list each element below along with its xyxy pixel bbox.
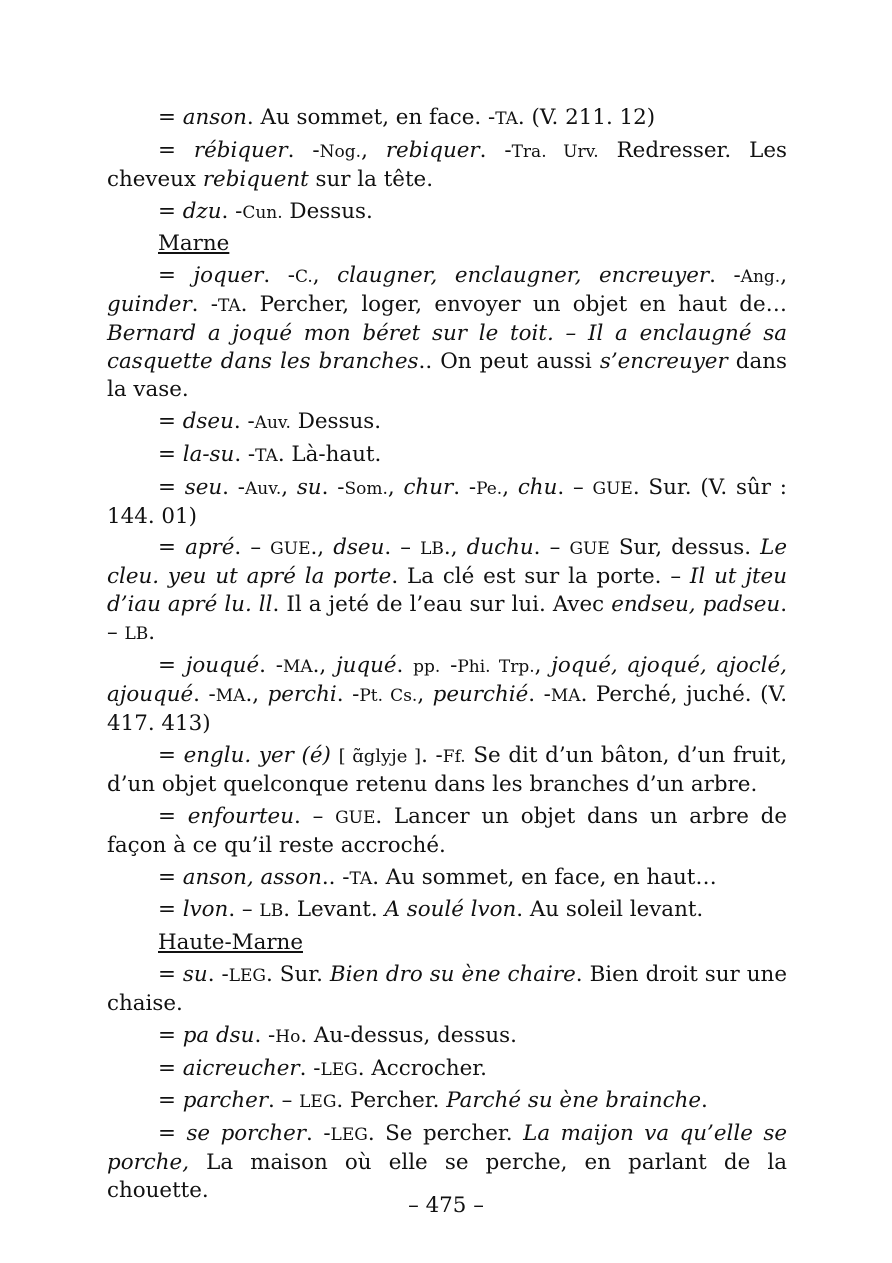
locality-abbrev: Pt. Cs.	[359, 686, 418, 707]
entry-text: . –	[268, 1088, 300, 1114]
entry-text: . -	[259, 653, 283, 679]
entry-text: . -	[193, 682, 216, 708]
locality-abbrev: LB	[259, 901, 284, 922]
entry-text: dans la vase.	[107, 349, 788, 403]
entry-text: ,	[387, 474, 404, 500]
entry-text: =	[158, 137, 194, 163]
dialect-form: A soulé lvon	[384, 897, 517, 923]
entry-text: . Là-haut.	[277, 441, 382, 467]
entry-text: . -	[207, 961, 229, 987]
dictionary-entry	[107, 137, 787, 194]
entry-text: . Lancer un objet dans un arbre de façon à ce qu’il reste accroché.	[107, 803, 787, 858]
dialect-form: La maijon va qu’elle se porche,	[107, 1121, 787, 1176]
dictionary-entry	[107, 652, 787, 738]
locality-abbrev: LEG	[299, 1092, 337, 1113]
dialect-form: dseu	[182, 408, 234, 434]
locality-abbrev: TA	[217, 296, 241, 317]
entry-text: =	[158, 864, 183, 890]
entry-text: -	[440, 653, 458, 679]
entry-text: . -	[321, 474, 345, 500]
page-number: – 475 –	[408, 1193, 484, 1218]
entry-text: Sur, dessus.	[609, 535, 761, 561]
locality-abbrev: Auv.	[254, 412, 291, 433]
entry-text: . -	[528, 682, 551, 708]
entry-text: =	[158, 474, 185, 500]
dialect-form: Parché su ène brainche	[446, 1088, 702, 1114]
entry-text: . -	[287, 137, 320, 163]
entry-text: =	[158, 803, 188, 829]
locality-abbrev: GUE	[270, 539, 311, 560]
dialect-form: Il ut jteu d’iau apré lu. ll	[107, 564, 787, 618]
entry-text: .,	[443, 535, 458, 561]
locality-abbrev: pp.	[413, 657, 441, 678]
dictionary-entry	[107, 742, 787, 799]
entry-text: . -	[263, 263, 295, 289]
dialect-form: juqué	[336, 653, 397, 679]
entry-text: . Sur.	[266, 961, 330, 987]
locality-abbrev: TA	[349, 868, 373, 889]
entry-text: Dessus.	[290, 408, 382, 434]
entry-text: La maison où elle se perche, en parlant de la chouette.	[107, 1150, 787, 1204]
locality-abbrev: GUE	[569, 539, 610, 560]
dialect-form: Le cleu. yeu ut apré la porte	[107, 535, 788, 590]
locality-abbrev: LB	[420, 539, 444, 560]
dictionary-entry	[107, 1022, 787, 1051]
entry-text: =	[158, 1121, 187, 1147]
entry-text: .	[148, 620, 156, 646]
dictionary-entry	[107, 864, 787, 893]
entry-text: ,	[534, 653, 552, 679]
entry-text: =	[158, 653, 186, 679]
entry-text: . Levant.	[283, 897, 385, 923]
entry-text: . –	[228, 897, 260, 923]
entry-text: =	[158, 263, 194, 289]
entry-text: =	[158, 1088, 183, 1114]
locality-abbrev: MA	[215, 686, 246, 707]
entry-text: . Se percher.	[367, 1121, 524, 1147]
dialect-form: anson, asson	[182, 864, 322, 890]
entry-text: ,	[312, 263, 338, 289]
entry-text: . -	[709, 263, 741, 289]
locality-abbrev: Nog.	[319, 141, 362, 162]
dictionary-entry	[107, 474, 787, 531]
dictionary-entry	[107, 534, 787, 648]
dictionary-entry	[107, 1055, 787, 1084]
entry-text: . Sur. (V. sûr : 144. 01)	[107, 474, 787, 529]
dialect-form: se porcher	[186, 1121, 307, 1147]
dialect-form: apré	[185, 535, 235, 561]
entry-text: . Au-dessus, dessus.	[300, 1022, 517, 1048]
entry-text: . Accrocher.	[357, 1055, 487, 1081]
dialect-form: lvon	[182, 897, 229, 923]
entry-text: . –	[533, 535, 570, 561]
entry-text: . La clé est sur la porte. –	[391, 564, 690, 590]
locality-abbrev: LB	[124, 624, 149, 645]
locality-abbrev: GUE	[335, 807, 376, 828]
locality-abbrev: Auv.	[245, 478, 282, 499]
dialect-form: chu	[517, 474, 558, 500]
entry-text: . Percher.	[336, 1088, 447, 1114]
locality-abbrev: Pe.	[476, 478, 503, 499]
locality-abbrev: Ff.	[442, 746, 466, 767]
entry-text: . -	[306, 1121, 331, 1147]
entry-text: =	[158, 105, 183, 130]
dialect-form: guinder	[107, 292, 192, 318]
dictionary-entry	[107, 198, 787, 227]
entry-text: . –	[107, 592, 787, 646]
locality-abbrev: MA	[282, 657, 313, 678]
entry-text: . -	[222, 474, 245, 500]
dictionary-entry	[107, 441, 787, 470]
entry-text: . (V. 211. 12)	[517, 105, 656, 130]
entry-text: . Perché, juché. (V. 417. 413)	[107, 682, 788, 737]
dialect-form: rebiquer	[385, 137, 480, 163]
entry-text: . -	[453, 474, 477, 500]
entry-text: .,	[245, 682, 268, 708]
entry-text: ,	[417, 682, 433, 708]
entry-text: ,	[281, 474, 297, 500]
entry-text: . Au sommet, en face, en haut…	[372, 864, 717, 890]
locality-abbrev: Ang.	[740, 267, 781, 288]
dialect-form: Bernard a joqué mon béret sur le toit. – Il a enclaugné sa casquette dans les branches	[107, 321, 787, 375]
locality-abbrev: TA	[255, 445, 278, 466]
entry-text: . -	[234, 441, 256, 467]
entry-text: .,	[310, 535, 325, 561]
entry-text: . -	[221, 198, 243, 224]
entry-text: =	[158, 897, 183, 923]
entry-text: =	[158, 1055, 183, 1081]
locality-abbrev: Tra. Urv.	[511, 141, 599, 162]
dialect-form: joqué, ajoqué, ajoclé, ajouqué	[107, 653, 787, 708]
dialect-form: endseu, padseu	[611, 592, 781, 618]
dialect-form: englu. yer (é)	[183, 742, 331, 768]
dialect-form: peurchié	[432, 682, 529, 708]
entry-text: =	[158, 408, 183, 434]
dictionary-entry	[107, 803, 787, 860]
entry-text: =	[158, 535, 186, 561]
entry-text: . –	[557, 474, 593, 500]
dictionary-entry	[107, 104, 787, 133]
locality-abbrev: GUE	[592, 478, 633, 499]
entry-text: . -	[336, 682, 360, 708]
entry-text: .. -	[321, 864, 350, 890]
entry-text: .	[396, 653, 414, 679]
locality-abbrev: Ho	[275, 1026, 301, 1047]
dictionary-entry	[107, 896, 787, 925]
entry-text: .	[701, 1088, 708, 1114]
entry-text: ,	[502, 474, 518, 500]
dialect-form: seu	[184, 474, 223, 500]
entry-text: . -	[233, 408, 255, 434]
entry-text: . -	[479, 137, 512, 163]
dialect-form: duchu	[457, 535, 534, 561]
dictionary-entry	[107, 262, 787, 404]
dialect-form: enfourteu	[187, 803, 294, 829]
entry-text: . -	[254, 1022, 276, 1048]
entry-text: =	[158, 961, 183, 987]
region-heading: Marne	[158, 231, 230, 257]
entry-text	[331, 743, 339, 768]
dialect-form: su	[296, 474, 322, 500]
dialect-form: su	[182, 961, 208, 987]
entry-text: . –	[384, 535, 421, 561]
entry-text: . -	[191, 292, 218, 318]
locality-abbrev: C.	[294, 267, 313, 288]
entry-text: .,	[312, 653, 336, 679]
entry-text: sur la tête.	[308, 166, 434, 192]
dialect-form: perchi	[267, 682, 337, 708]
entry-text: =	[158, 198, 183, 224]
dialect-form: s’encreuyer	[599, 349, 728, 375]
entry-text: . -	[421, 742, 443, 768]
entry-text: . Il a jeté de l’eau sur lui. Avec	[272, 592, 612, 618]
locality-abbrev: TA	[495, 109, 518, 129]
locality-abbrev: Phi. Trp.	[457, 657, 535, 678]
dialect-form: aicreucher	[182, 1055, 300, 1081]
entry-text: =	[158, 1022, 183, 1048]
entry-text: Se dit d’un bâton, d’un fruit, d’un objet quelconque retenu dans les branches d’un arbre.	[107, 742, 787, 797]
dictionary-entry	[107, 961, 787, 1018]
entry-text: Redresser. Les cheveux	[107, 137, 787, 192]
entry-text: . Au sommet, en face. -	[246, 105, 496, 130]
locality-abbrev: MA	[550, 686, 581, 707]
dialect-form: chur	[403, 474, 454, 500]
locality-abbrev: LEG	[228, 965, 266, 986]
entry-text: .. On peut aussi	[418, 349, 600, 375]
entry-text: . Au soleil levant.	[516, 897, 704, 923]
dialect-form: joquer	[193, 263, 264, 289]
dialect-form: Bien dro su ène chaire	[329, 961, 576, 987]
dialect-form: la-su	[182, 441, 235, 467]
dictionary-entry	[107, 1087, 787, 1116]
locality-abbrev: Cun.	[242, 202, 283, 223]
phonetic-transcription: [ ɑ̃glyje ]	[338, 745, 422, 767]
dialect-form: dseu	[324, 535, 385, 561]
entry-text: =	[158, 441, 183, 467]
dialect-form: parcher	[182, 1088, 269, 1114]
locality-abbrev: LEG	[330, 1125, 368, 1146]
locality-abbrev: LEG	[320, 1059, 358, 1080]
page-body	[107, 104, 787, 1205]
dialect-form: dzu	[182, 198, 222, 224]
entry-text: . –	[293, 803, 336, 829]
dictionary-entry	[107, 408, 787, 437]
entry-text: ,	[361, 137, 386, 163]
entry-text: . -	[299, 1055, 321, 1081]
entry-text: ,	[780, 263, 787, 289]
dialect-form: claugner, enclaugner, encreuyer	[337, 263, 710, 289]
entry-text: . Bien droit sur une chaise.	[107, 961, 787, 1016]
dialect-form: jouqué	[185, 653, 260, 679]
dialect-form: pa dsu	[182, 1022, 255, 1048]
region-heading: Haute-Marne	[158, 930, 303, 956]
entry-text: Dessus.	[282, 198, 373, 224]
dialect-form: rébiquer	[193, 137, 288, 163]
entry-text: =	[158, 742, 184, 768]
locality-abbrev: Som.	[344, 478, 388, 499]
entry-text: . Percher, loger, envoyer un objet en haut de…	[240, 292, 787, 318]
entry-text: . –	[234, 535, 271, 561]
dialect-form: rebiquent	[202, 166, 309, 192]
dialect-form: anson	[182, 105, 247, 130]
